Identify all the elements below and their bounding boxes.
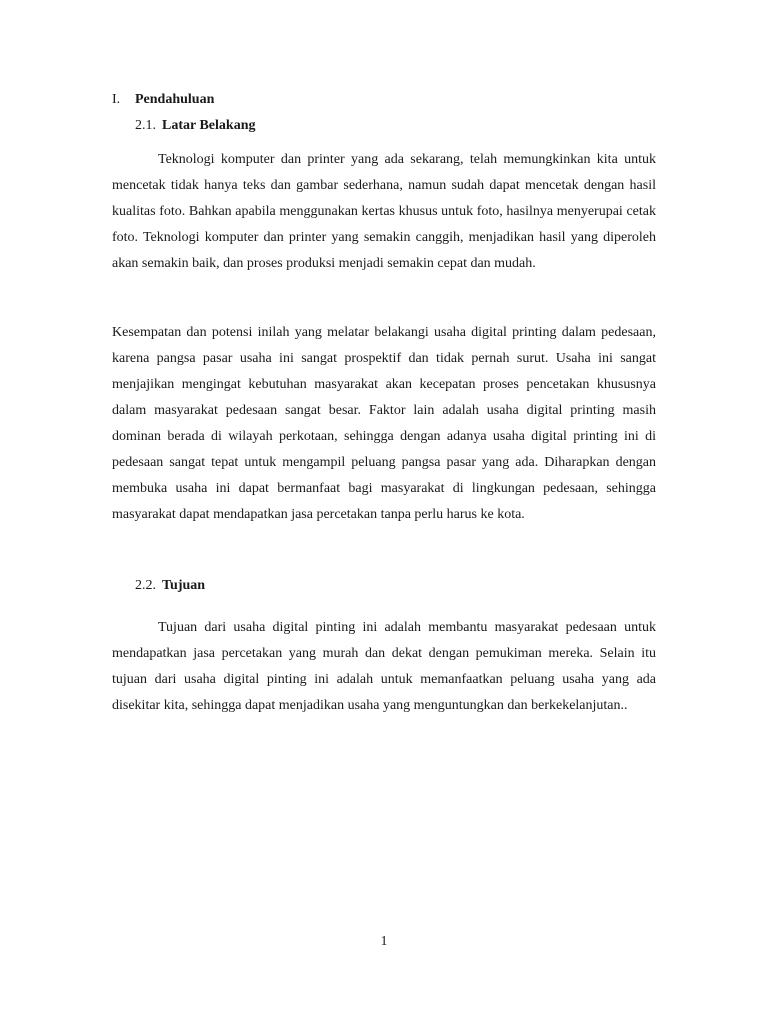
subsection-heading-tujuan [135, 576, 205, 596]
section-number: I. [112, 92, 121, 107]
section-heading [112, 90, 214, 110]
subsection-title: Latar Belakang [162, 118, 256, 133]
paragraph-tujuan-1: Tujuan dari usaha digital pinting ini adalah membantu masyarakat pedesaan untuk mendapatkan jasa percetakan yang murah dan dekat dengan pemukiman mereka. Selain itu tujuan dari usaha digital pinting ini adalah untuk memanfaatkan peluang usaha yang ada disekitar kita, sehingga dapat menjadikan usaha yang menguntungkan dan berkekelanjutan.. [112, 620, 656, 713]
page-number: 1 [380, 934, 388, 949]
section-title: Pendahuluan [135, 92, 215, 107]
subsection-number: 2.2. [135, 578, 156, 593]
subsection-number: 2.1. [135, 118, 156, 133]
paragraph-latar-belakang-1: Teknologi komputer dan printer yang ada sekarang, telah memungkinkan kita untuk mencetak tidak hanya teks dan gambar sederhana, namun sudah dapat mencetak dengan hasil kualitas foto. Bahkan apabila menggunakan kertas khusus untuk foto, hasilnya menyerupai cetak foto. Teknologi komputer dan printer yang semakin canggih, menjadikan hasil yang diperoleh akan semakin baik, dan proses produksi menjadi semakin cepat dan mudah. [112, 152, 656, 271]
paragraph-latar-belakang-2: Kesempatan dan potensi inilah yang melatar belakangi usaha digital printing dalam pedesaan, karena pangsa pasar usaha ini sangat prospektif dan tidak pernah surut. Usaha ini sangat menjajikan mengingat kebutuhan masyarakat akan kecepatan proses pencetakan khususnya dalam masyarakat pedesaan sangat besar. Faktor lain adalah usaha digital printing masih dominan berada di wilayah perkotaan, sehingga dengan adanya usaha digital printing ini di pedesaan sangat tepat untuk mengampil peluang pangsa pasar yang ada. Diharapkan dengan membuka usaha ini dapat bermanfaat bagi masyarakat di lingkungan pedesaan, sehingga masyarakat dapat mendapatkan jasa percetakan tanpa perlu harus ke kota. [112, 325, 656, 522]
subsection-title: Tujuan [162, 578, 206, 593]
subsection-heading-latar-belakang [135, 116, 255, 136]
